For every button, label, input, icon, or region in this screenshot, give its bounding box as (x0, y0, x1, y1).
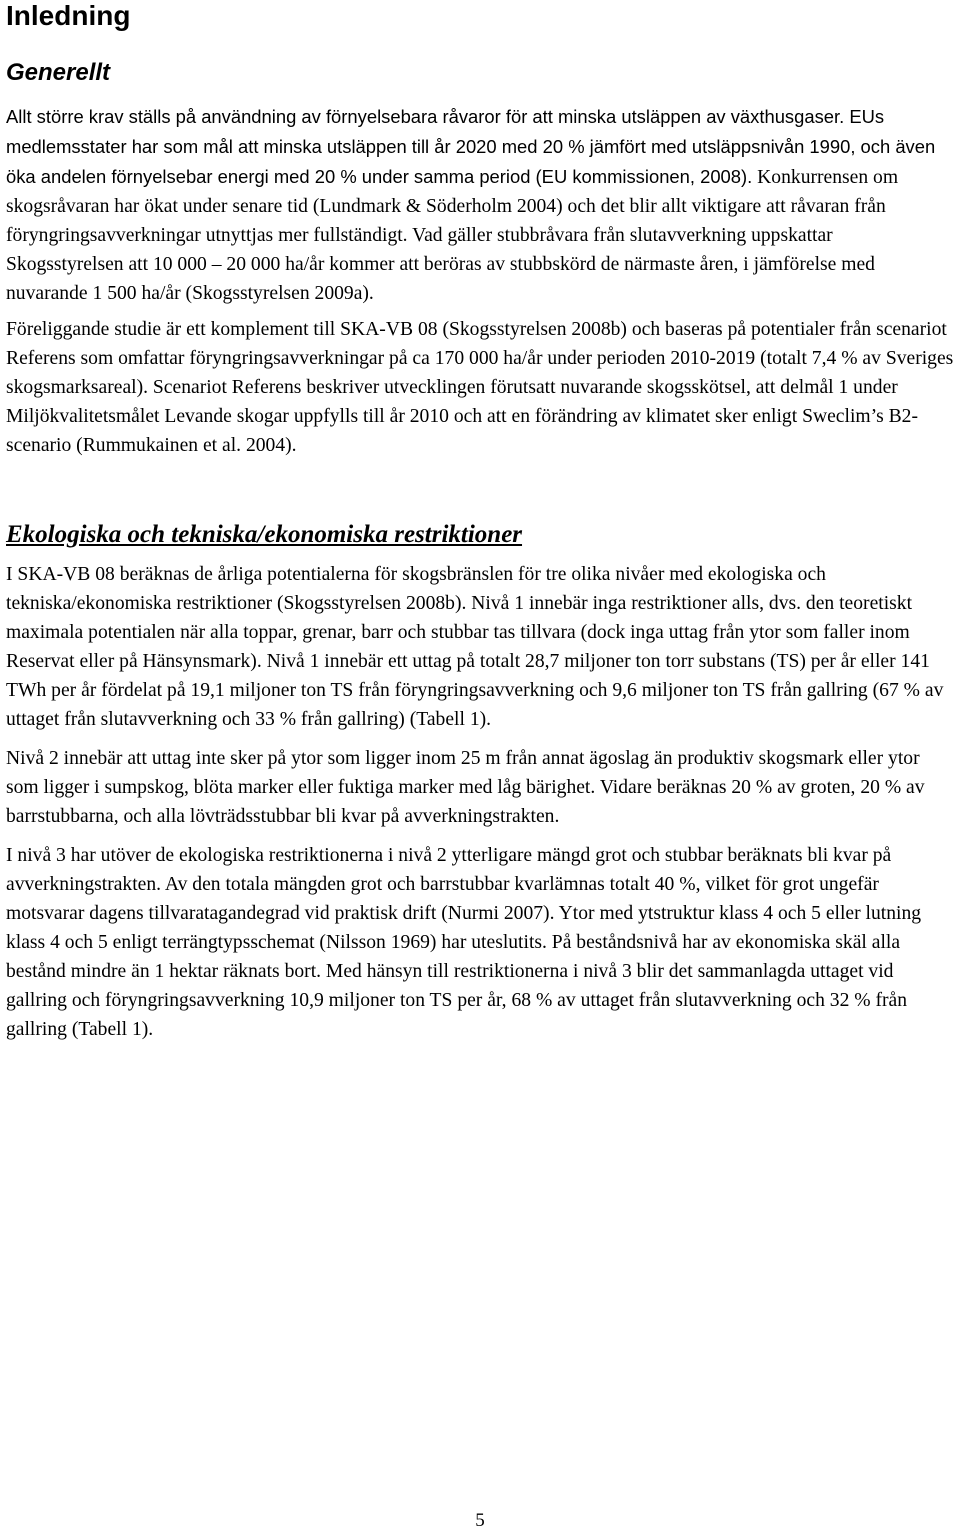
paragraph-1 (6, 102, 954, 308)
paragraph-4: Nivå 2 innebär att uttag inte sker på ytor som ligger inom 25 m från annat ägoslag än produktiv skogsmark eller ytor som ligger i sumpskog, blöta marker eller fuktiga marker med låg bärighet. Vidare beräknas 20 % av groten, 20 % av barrstubbarna, och alla lövträdsstubbar bli kvar på avverkningstrakten. (6, 748, 925, 827)
section-title-generellt: Generellt (6, 59, 111, 86)
paragraph-3: I SKA-VB 08 beräknas de årliga potentialerna för skogsbränslen för tre olika nivåer med ekologiska och tekniska/ekonomiska restriktioner (Skogsstyrelsen 2008b). Nivå 1 innebär inga restriktioner alls, dvs. den teoretiskt maximala potentialen när alla toppar, grenar, barr och stubbar tas tillvara (dock inga uttag från ytor som faller inom Reservat eller på Hänsynsmark). Nivå 1 innebär ett uttag på totalt 28,7 miljoner ton torr substans (TS) per år eller 141 TWh per år fördelat på 19,1 miljoner ton TS från föryngringsavverkning och 9,6 miljoner ton TS från gallring (67 % av uttaget från slutavverkning och 33 % från gallring) (Tabell 1). (6, 564, 944, 730)
page-heading: Inledning (6, 0, 131, 31)
paragraph-2: Föreliggande studie är ett komplement till SKA-VB 08 (Skogsstyrelsen 2008b) och baseras på potentialer från scenariot Referens som omfattar föryngringsavverkningar på ca 170 000 ha/år under perioden 2010-2019 (totalt 7,4 % av Sveriges skogsmarksareal). Scenariot Referens beskriver utvecklingen förutsatt nuvarande skogsskötsel, att delmål 1 under Miljökvalitetsmålet Levande skogar uppfylls till år 2010 och att en förändring av klimatet sker enligt Sweclim’s B2-scenario (Rummukainen et al. 2004). (6, 319, 954, 456)
page-number: 5 (475, 1510, 485, 1531)
paragraph-5: I nivå 3 har utöver de ekologiska restriktionerna i nivå 2 ytterligare mängd grot och stubbar beräknats bli kvar på avverkningstrakten. Av den totala mängden grot och barrstubbar kvarlämnas totalt 40 %, vilket för grot ungefär motsvarar dagens tillvaratagandegrad vid praktisk drift (Nurmi 2007). Ytor med ytstruktur klass 4 och 5 eller lutning klass 4 och 5 enligt terrängtypsschemat (Nilsson 1969) har uteslutits. På beståndsnivå har av ekonomiska skäl alla bestånd mindre än 1 hektar räknats bort. Med hänsyn till restriktionerna i nivå 3 blir det sammanlagda uttaget vid gallring och föryngringsavverkning 10,9 miljoner ton TS per år, 68 % av uttaget från slutavverkning och 32 % från gallring (Tabell 1). (6, 845, 922, 1040)
paragraph-1-sans-part: Allt större krav ställs på användning av förnyelsebara råvaror för att minska utsläppen av växthusgaser. EUs medlemsstater har som mål att minska utsläppen till år 2020 med 20 % jämfört med utsläppsnivån 1990, och även öka andelen förnyelsebar energi med 20 % under samma period (EU kommissionen, 2008). (6, 106, 936, 187)
document-page (6, 0, 954, 1044)
section-title-restriktioner: Ekologiska och tekniska/ekonomiska restriktioner (6, 521, 523, 548)
paragraph-1-serif-part: Konkurrensen om skogsråvaran har ökat under senare tid (Lundmark & Söderholm 2004) och det blir allt viktigare att råvaran från föryngringsavverkningar utnyttjas mer fullständigt. Vad gäller stubbråvara från slutavverkning uppskattar Skogsstyrelsen att 10 000 – 20 000 ha/år kommer att beröras av stubbskörd de närmaste åren, i jämförelse med nuvarande 1 500 ha/år (Skogsstyrelsen 2009a). (6, 167, 899, 304)
